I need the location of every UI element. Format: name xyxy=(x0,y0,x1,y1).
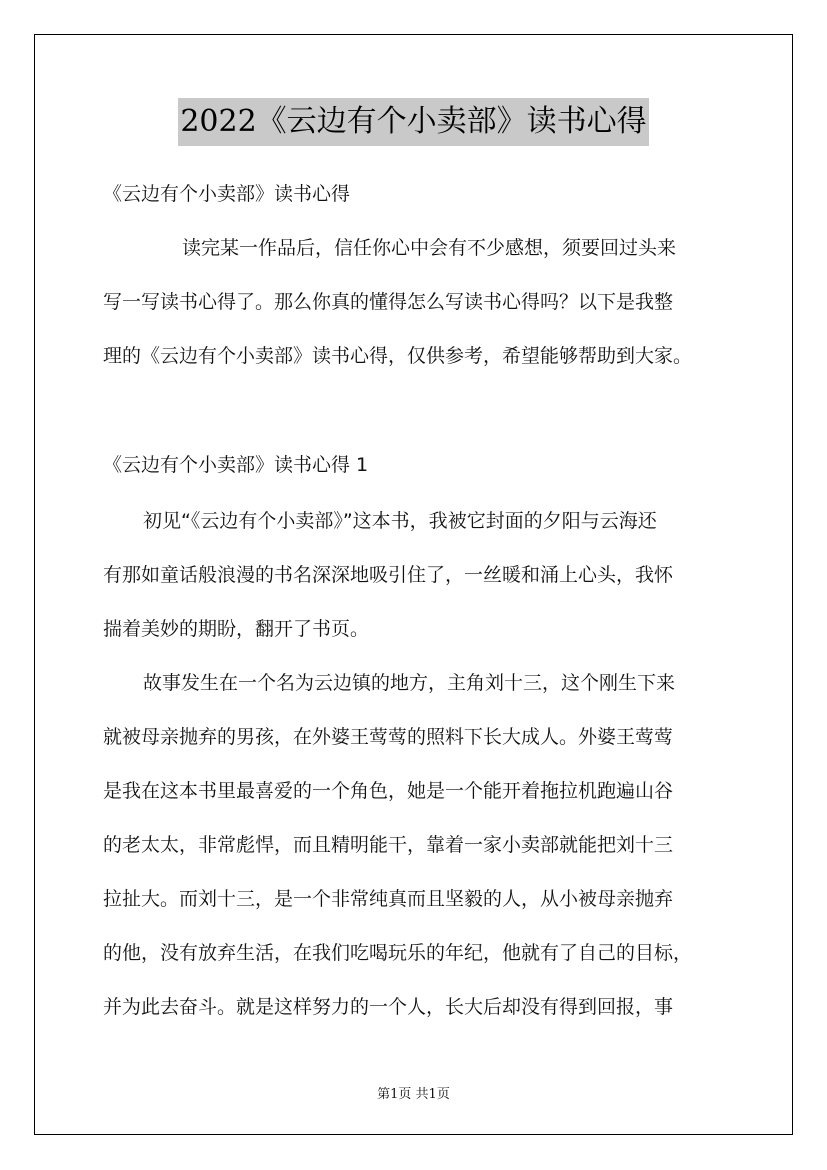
paragraph2-line-6: 的他，没有放弃生活，在我们吃喝玩乐的年纪，他就有了自己的目标， xyxy=(103,942,693,964)
intro-line-3: 理的《云边有个小卖部》读书心得，仅供参考，希望能够帮助到大家。 xyxy=(103,345,693,367)
intro-line-1: 读完某一作品后，信任你心中会有不少感想，须要回过头来 xyxy=(182,237,677,259)
subtitle: 《云边有个小卖部》读书心得 xyxy=(103,183,351,205)
paragraph2-line-5: 拉扯大。而刘十三，是一个非常纯真而且坚毅的人，从小被母亲抛弃 xyxy=(103,888,674,910)
paragraph1-line-3: 揣着美妙的期盼，翻开了书页。 xyxy=(103,618,370,640)
paragraph2-line-1: 故事发生在一个名为云边镇的地方，主角刘十三，这个刚生下来 xyxy=(143,672,676,694)
paragraph1-line-2: 有那如童话般浪漫的书名深深地吸引住了，一丝暖和涌上心头，我怀 xyxy=(103,564,674,586)
paragraph2-line-4: 的老太太，非常彪悍，而且精明能干，靠着一家小卖部就能把刘十三 xyxy=(103,834,674,856)
paragraph2-line-2: 就被母亲抛弃的男孩，在外婆王莺莺的照料下长大成人。外婆王莺莺 xyxy=(103,726,674,748)
document-title: 2022《云边有个小卖部》读书心得 xyxy=(178,98,648,146)
paragraph2-line-7: 并为此去奋斗。就是这样努力的一个人，长大后却没有得到回报，事 xyxy=(103,996,674,1018)
page-footer: 第1页 共1页 xyxy=(377,1087,450,1102)
intro-line-2: 写一写读书心得了。那么你真的懂得怎么写读书心得吗？以下是我整 xyxy=(103,291,674,313)
paragraph2-line-3: 是我在这本书里最喜爱的一个角色，她是一个能开着拖拉机跑遍山谷 xyxy=(103,780,674,802)
paragraph1-line-1: 初见“《云边有个小卖部》”这本书，我被它封面的夕阳与云海还 xyxy=(143,510,657,532)
title-container xyxy=(0,98,827,146)
section-heading: 《云边有个小卖部》读书心得 1 xyxy=(103,454,369,476)
